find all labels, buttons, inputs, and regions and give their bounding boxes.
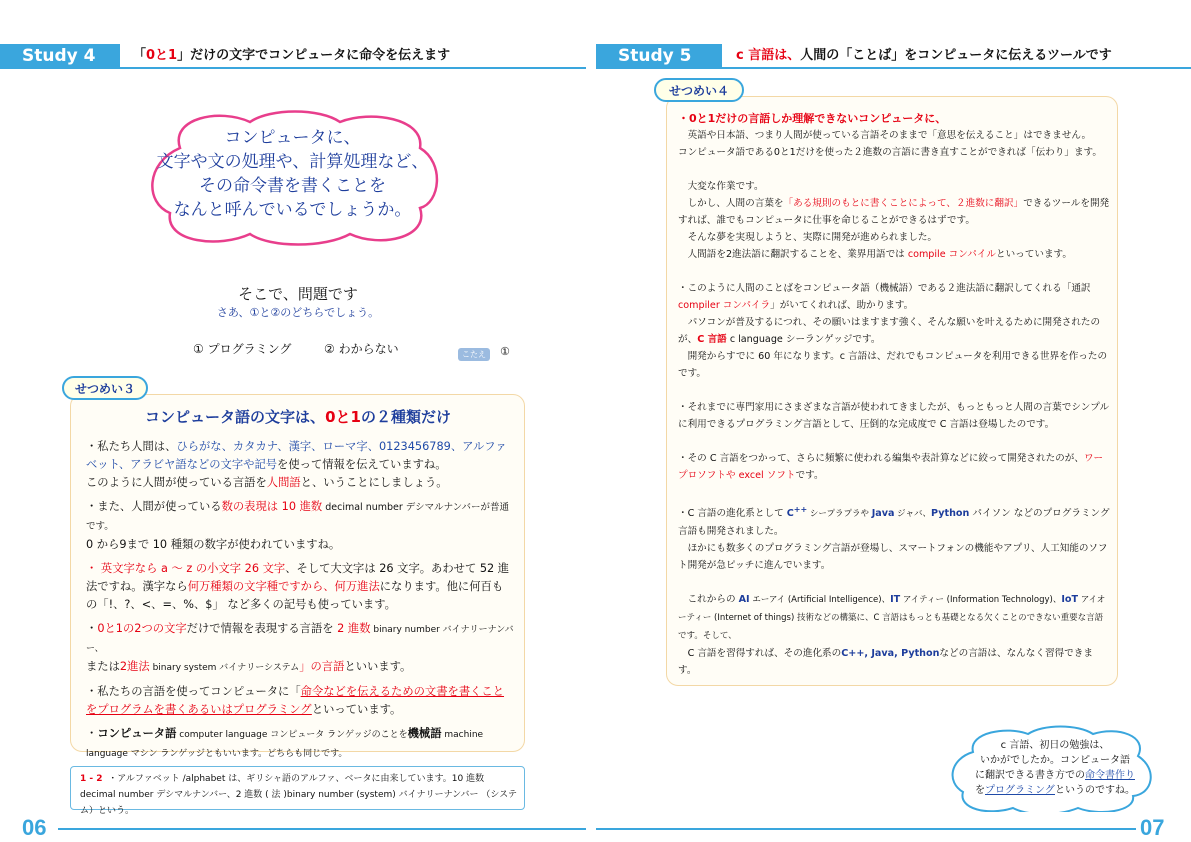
s2-line-3: そんな夢を実現しようと、実際に開発が進められました。 [678, 232, 938, 243]
s3-line-2: パソコンが普及するにつれ、その願いはますます強く、そんな願いを叶えるために開発されたのが、C 言語 c language シーランゲッジです。 [678, 317, 1101, 345]
header-rule-left [0, 67, 586, 69]
study-4-title: 「0と1」だけの文字でコンピュータに命令を伝えます [133, 48, 451, 63]
page-number-left: 06 [22, 815, 47, 840]
closing-line-2: いかがでしたか。コンピュータ語 [980, 755, 1130, 766]
paragraph-6: ・コンピュータ語 computer language コンピュータ ランゲッジのことを機械語 machine language マシン ランゲッジともいいます。どちらも同じです。 [86, 727, 484, 759]
s1-line-2: コンピュータ語である0と1だけを使った２進数の言語に書き直すことができれば「伝わり」ます。 [678, 147, 1102, 158]
option-2: ② わからない [324, 342, 399, 356]
s2-line-4: 人間語を2進法語に翻訳することを、業界用語では compile コンパイルといっています。 [678, 249, 1072, 260]
s6-line-1: ・C 言語の進化系として C++ シープラプラや Java ジャバ、Python パイソン などのプログラミング言語も開発されました。 [678, 505, 1110, 538]
question-title: そこで、問題です [238, 285, 358, 303]
question-cloud-text [150, 126, 435, 222]
s5-line-1: ・その C 言語をつかって、さらに頻繁に使われる編集や表計算などに絞って開発されたのが、ワープロソフトや excel ソフトです。 [678, 453, 1104, 481]
explanation-3-title: コンピュータ語の文字は、0と1の２種類だけ [145, 408, 451, 426]
paragraph-2: ・また、人間が使っている数の表現は 10 進数 decimal number デシマルナンバーが普通です。 0 から9まで 10 種類の数字が使われていますね。 [86, 500, 509, 551]
question-subtitle: さあ、①と②のどちらでしょう。 [216, 306, 380, 319]
cloud-line-1: コンピュータに、 [224, 128, 361, 148]
study-5-label: Study 5 [596, 44, 722, 68]
s7-line-1: これからの AI エーアイ (Artificial Intelligence)、IT アイティー (Information Technology)、IoT アイオーティー (Internet of things) 技術などの構築に、C 言語はもっとも基礎となる欠くことのできない重要な言語です。そして、 [678, 594, 1106, 642]
study-4-label: Study 4 [0, 44, 120, 68]
s2-line-2: しかし、人間の言葉を「ある規則のもとに書くことによって、２進数に翻訳」できるツールを開発すれば、誰でもコンピュータに仕事を命じることができるはずです。 [678, 198, 1110, 226]
paragraph-4: ・0と1の2つの文字だけで情報を表現する言語を 2 進数 binary number バイナリーナンバー、 または2進法 binary system バイナリーシステム」の言語といいます。 [86, 622, 514, 673]
footer-rule-right [596, 828, 1136, 830]
closing-line-1: c 言語、初日の勉強は、 [1000, 740, 1110, 751]
paragraph-1: ・私たち人間は、ひらがな、カタカナ、漢字、ローマ字、0123456789、アルファベット、アラビヤ語などの文字や記号を使って情報を伝えていますね。 このように人間が使っている言語を人間語と、いうことにしましょう。 [86, 440, 507, 489]
s1-title: ・0と1だけの言語しか理解できないコンピュータに、 [678, 112, 947, 125]
s2-line-1: 大変な作業です。 [678, 181, 764, 192]
note-1-2-text: 1 - 2 ・アルファベット /alphabet は、ギリシャ語のアルファ、ベータに由来しています。10 進数 decimal number デシマルナンバー、2 進数 ( 法 )binary number (system) バイナリーナンバー （システム）という。 [80, 774, 517, 816]
explanation-4-body [678, 110, 1110, 679]
closing-line-3: に翻訳できる書き方での命令書作り [975, 770, 1135, 781]
explanation-4-label: せつめい４ [654, 78, 744, 102]
answer-value: ① [500, 345, 510, 358]
explanation-3-label: せつめい３ [62, 376, 148, 400]
s1-line-1: 英語や日本語、つまり人間が使っている言語そのままで「意思を伝えること」はできません。 [678, 130, 1092, 141]
study-5-title: c 言語は、人間の「ことば」をコンピュータに伝えるツールです [736, 48, 1112, 63]
option-1: ① プログラミング [193, 342, 292, 356]
cloud-line-2: 文字や文の処理や、計算処理など、 [156, 152, 429, 172]
s7-line-2: C 言語を習得すれば、その進化系のC++, Java, Pythonなどの言語は、なんなく習得できます。 [678, 648, 1093, 677]
s3-line-1: ・このように人間のことばをコンピュータ語（機械語）である２進法語に翻訳してくれる「通訳 compiler コンパイラ」がいてくれれば、助かります。 [678, 283, 1091, 311]
paragraph-5: ・私たちの言語を使ってコンピュータに「命令などを伝えるための文書を書くことをプログラムを書くあるいはプログラミングといっています。 [86, 685, 505, 716]
answer-badge: こたえ [458, 348, 490, 361]
closing-cloud-text [960, 738, 1150, 798]
cloud-line-4: なんと呼んでいるでしょうか。 [173, 200, 412, 220]
s3-line-3: 開発からすでに 60 年になります。c 言語は、だれでもコンピュータを利用できる世界を作ったのです。 [678, 351, 1108, 379]
cloud-line-3: その命令書を書くことを [199, 176, 386, 196]
closing-line-4: をプログラミングというのですね。 [975, 785, 1135, 796]
s6-line-2: ほかにも数多くのプログラミング言語が登場し、スマートフォンの機能やアプリ、人工知能のソフト開発が急ピッチに進んでいます。 [678, 543, 1108, 572]
paragraph-3: ・ 英文字なら a ～ z の小文字 26 文字、そして大文字は 26 文字。あわせて 52 進法ですね。漢字なら何万種類の文字種ですから、何万進法になります。他に何百もの「!、?、<、=、%、$」 など多くの記号も使っています。 [86, 562, 510, 611]
footer-rule-left [58, 828, 586, 830]
header-rule-right [596, 67, 1191, 69]
explanation-3-body [86, 438, 514, 769]
s4-line-1: ・それまでに専門家用にさまざまな言語が使われてきましたが、もっともっと人間の言葉でシンプルに利用できるプログラミング言語として、圧倒的な完成度で C 言語は登場したのです。 [678, 402, 1110, 430]
page-number-right: 07 [1140, 815, 1165, 840]
